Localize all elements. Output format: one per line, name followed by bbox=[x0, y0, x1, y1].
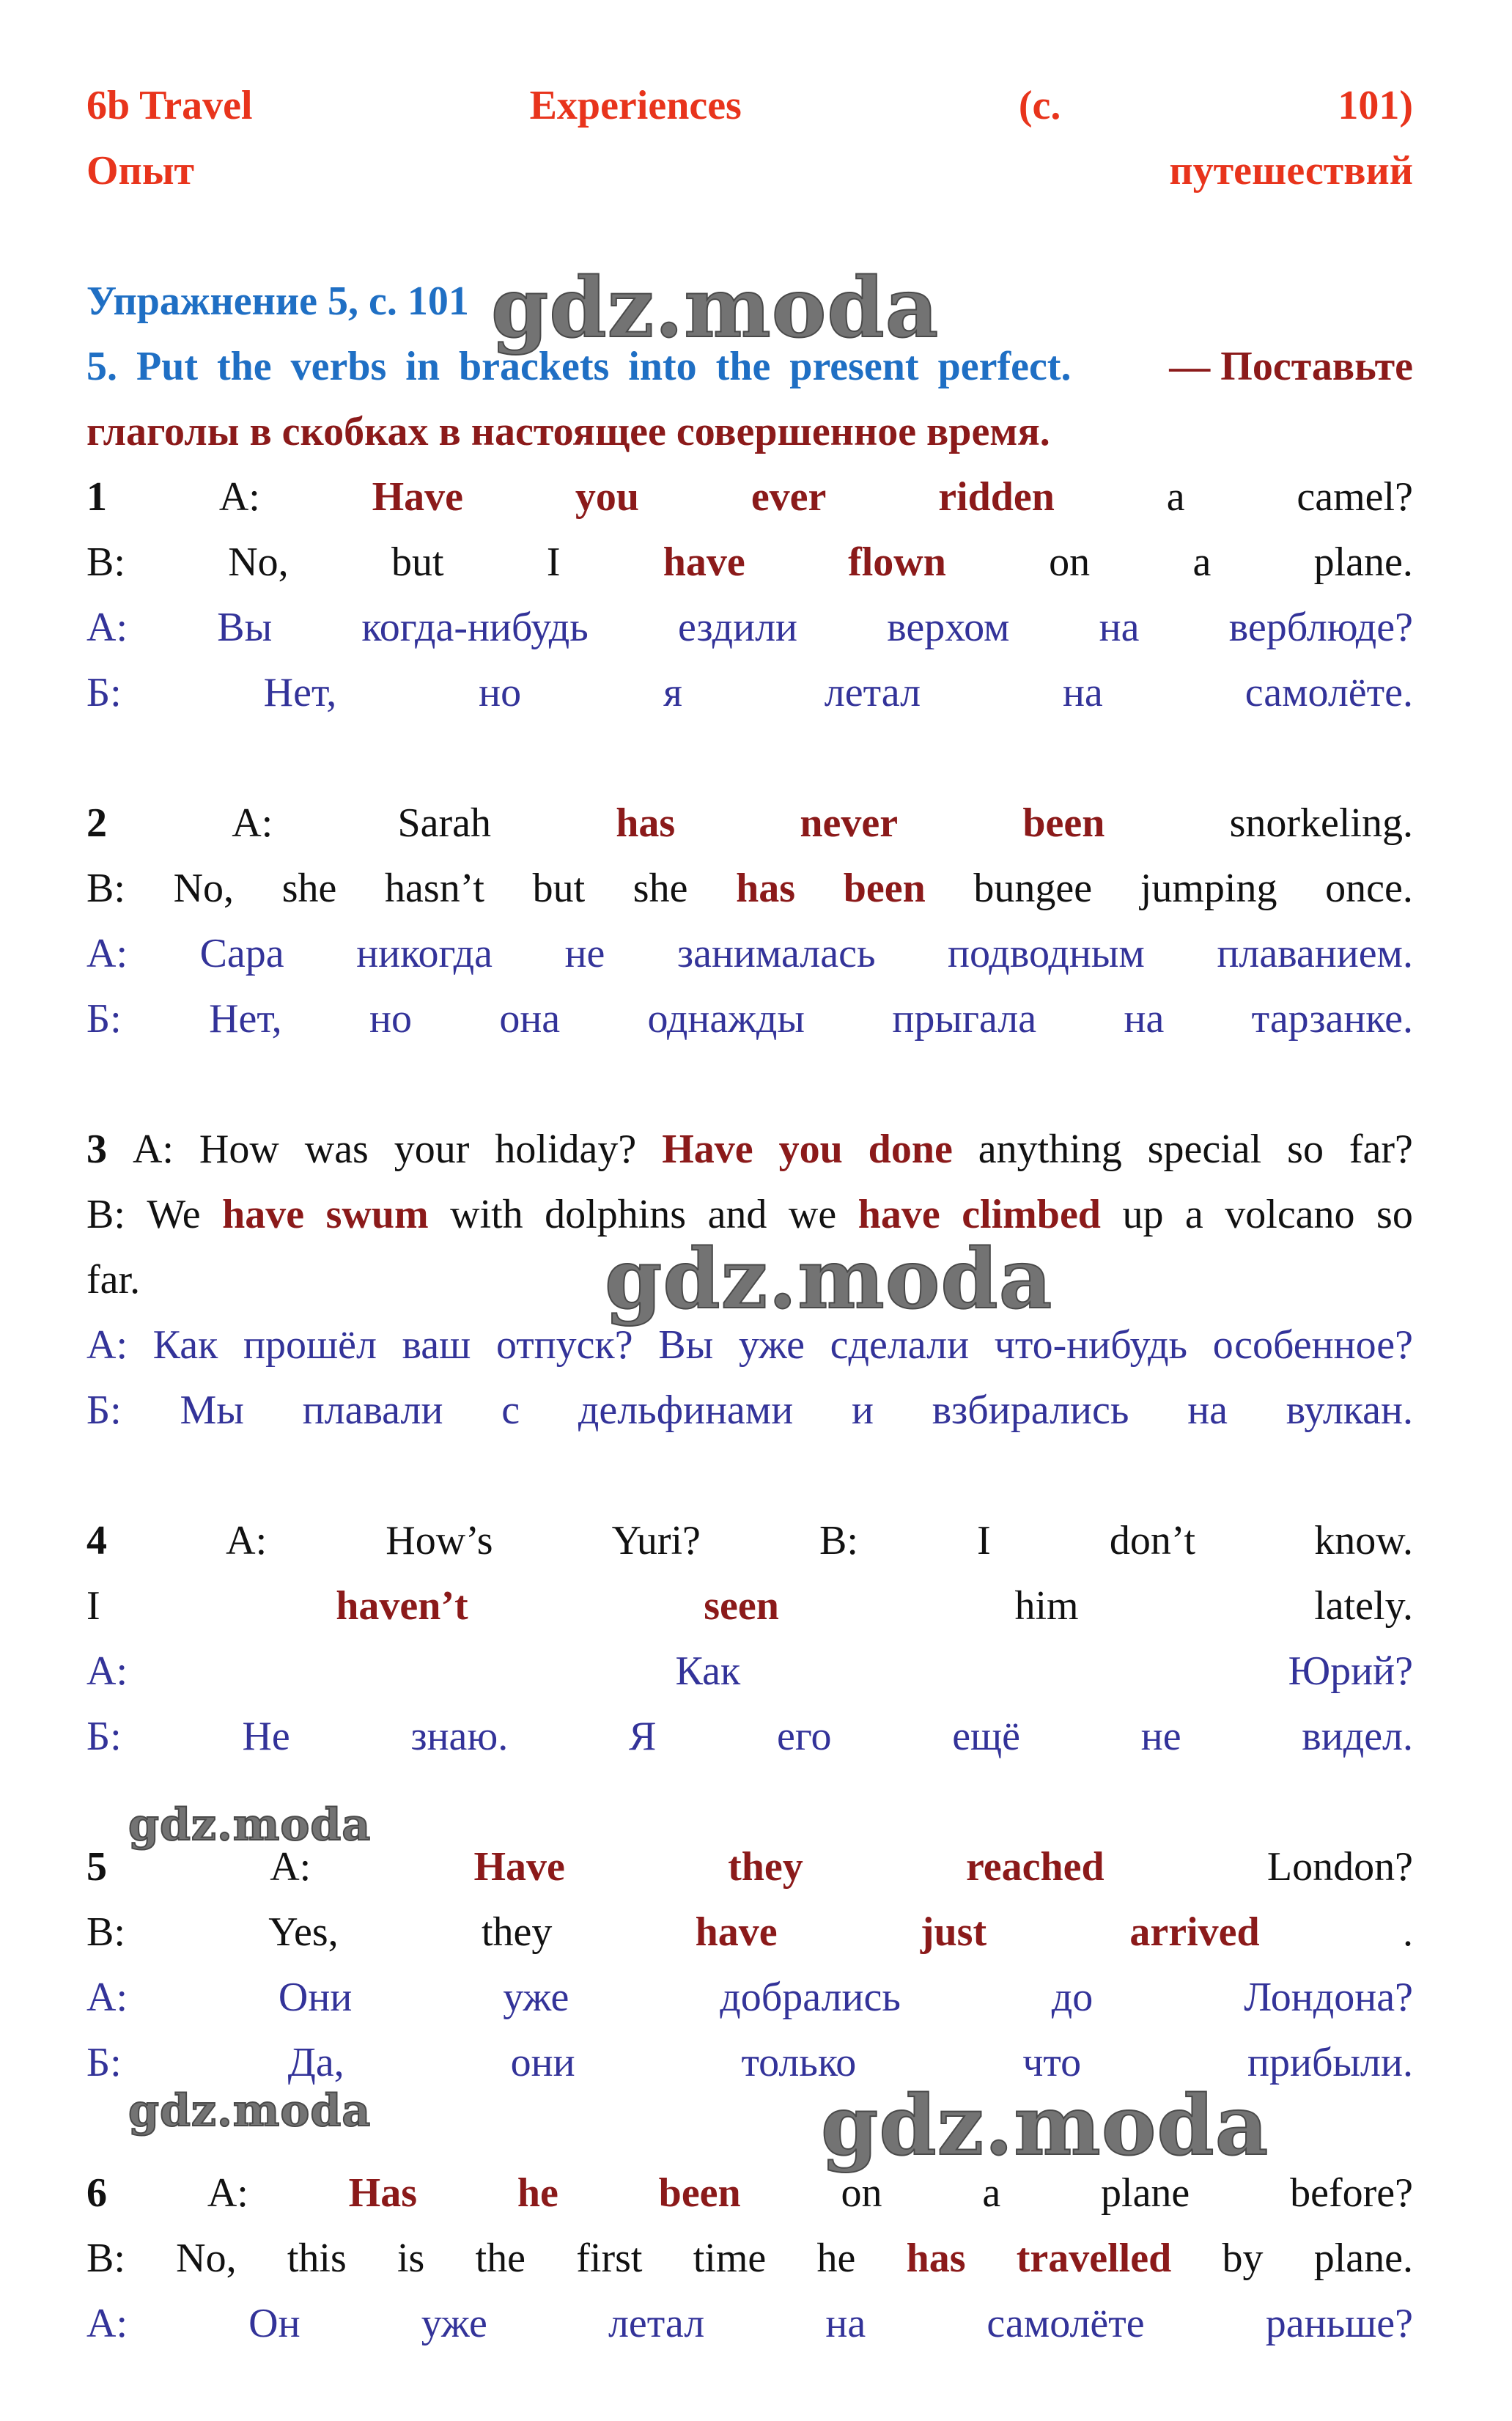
translation-word: видел. bbox=[1302, 1714, 1413, 1759]
translation-word: раньше? bbox=[1265, 2301, 1413, 2346]
translation-word: отпуск? bbox=[495, 1322, 633, 1368]
translation-word: Б: bbox=[86, 996, 122, 1042]
dialogue-word: the bbox=[475, 2236, 526, 2281]
answer-verb: you bbox=[778, 1127, 843, 1172]
dialogue-word: A: bbox=[226, 1518, 268, 1563]
translation-word: не bbox=[564, 931, 605, 976]
dialogue-word: but bbox=[391, 539, 444, 585]
translation-word: на bbox=[825, 2301, 866, 2346]
dialogue-word: so bbox=[1376, 1192, 1413, 1237]
dialogue-word: he bbox=[816, 2236, 856, 2281]
translation-word: Лондона? bbox=[1244, 1975, 1413, 2020]
watermark: gdz.moda bbox=[821, 2078, 1269, 2174]
dialogue-word: they bbox=[481, 1909, 553, 1955]
dialogue-item bbox=[86, 791, 1413, 1052]
dialogue-item bbox=[86, 2161, 1413, 2356]
translation-word: уже bbox=[421, 2301, 487, 2346]
translation-word: Вы bbox=[658, 1322, 714, 1368]
translation-word: я bbox=[663, 670, 682, 715]
task-ru-line2: глаголы в скобках в настоящее совершенное время. bbox=[86, 409, 1050, 454]
dialogue-word: Yes, bbox=[268, 1909, 339, 1955]
dialogue-word: a bbox=[982, 2170, 1001, 2216]
answer-verb: seen bbox=[704, 1583, 779, 1629]
dialogue-word: plane bbox=[1101, 2170, 1190, 2216]
translation-word: занималась bbox=[676, 931, 876, 976]
dialogue-line bbox=[86, 987, 1413, 1052]
answer-verb: have bbox=[695, 1909, 778, 1955]
translation-word: уже bbox=[503, 1975, 569, 2020]
answer-verb: he bbox=[517, 2170, 558, 2216]
translation-word: на bbox=[1099, 605, 1140, 650]
translation-word: однажды bbox=[647, 996, 805, 1042]
dialogue-word: volcano bbox=[1225, 1192, 1355, 1237]
translation-word: Да, bbox=[287, 2040, 344, 2085]
dialogue-word: I bbox=[546, 539, 561, 585]
dialogue-line bbox=[86, 856, 1413, 921]
document-page bbox=[86, 73, 1413, 2356]
translation-word: Они bbox=[278, 1975, 353, 2020]
answer-verb: have bbox=[858, 1192, 940, 1237]
dialogue-word: know. bbox=[1314, 1518, 1413, 1563]
dialogue-word: A: bbox=[232, 800, 273, 846]
translation-word: только bbox=[741, 2040, 857, 2085]
dialogue-word: but bbox=[532, 866, 586, 911]
dialogue-word: a bbox=[1192, 539, 1212, 585]
translation-word: А: bbox=[86, 605, 128, 650]
title-word: 101) bbox=[1338, 83, 1413, 128]
dialogue-word: was bbox=[304, 1127, 369, 1172]
translation-word: прыгала bbox=[892, 996, 1037, 1042]
dialogue-word: dolphins bbox=[545, 1192, 687, 1237]
dialogue-line bbox=[86, 1508, 1413, 1574]
task-line-2 bbox=[86, 399, 1413, 465]
translation-word: Б: bbox=[86, 2040, 122, 2085]
translation-word: и bbox=[851, 1388, 874, 1433]
answer-verb: have bbox=[222, 1192, 305, 1237]
translation-word: летал bbox=[608, 2301, 705, 2346]
answer-verb: has bbox=[906, 2236, 966, 2281]
answer-verb: have bbox=[663, 539, 745, 585]
translation-word: верхом bbox=[887, 605, 1010, 650]
dialogue-word: plane. bbox=[1313, 2236, 1413, 2281]
dialogue-word: How’s bbox=[386, 1518, 493, 1563]
dialogue-line bbox=[86, 1704, 1413, 1769]
translation-word: Я bbox=[628, 1714, 657, 1759]
dialogue-word: so bbox=[1287, 1127, 1324, 1172]
translation-word: до bbox=[1051, 1975, 1094, 2020]
answer-verb: reached bbox=[965, 1844, 1105, 1890]
dialogue-word: 5 bbox=[86, 1844, 107, 1890]
translation-word: на bbox=[1124, 996, 1165, 1042]
dialogue-word: and bbox=[707, 1192, 767, 1237]
dialogue-word: bungee bbox=[973, 866, 1093, 911]
translation-word: А: bbox=[86, 1322, 128, 1368]
dialogue-line bbox=[86, 1965, 1413, 2030]
translation-word: ваш bbox=[402, 1322, 471, 1368]
answer-verb: flown bbox=[848, 539, 946, 585]
translation-word: что bbox=[1022, 2040, 1082, 2085]
dialogue-word: No, bbox=[228, 539, 289, 585]
title-word: Experiences bbox=[529, 83, 742, 128]
translation-word: на bbox=[1187, 1388, 1228, 1433]
dialogue-word: A: bbox=[218, 474, 260, 520]
dialogue-list bbox=[86, 465, 1413, 2356]
translation-word: с bbox=[501, 1388, 520, 1433]
dialogue-word: she bbox=[281, 866, 337, 911]
dialogue-word: camel? bbox=[1297, 474, 1413, 520]
watermark: gdz.moda bbox=[491, 260, 940, 356]
title-word: Опыт bbox=[86, 148, 195, 194]
answer-verb: swum bbox=[325, 1192, 429, 1237]
dialogue-word: with bbox=[450, 1192, 523, 1237]
translation-word: Мы bbox=[180, 1388, 244, 1433]
translation-word: уже bbox=[738, 1322, 805, 1368]
dialogue-word: is bbox=[397, 2236, 425, 2281]
translation-word: никогда bbox=[356, 931, 493, 976]
translation-word: Б: bbox=[86, 1714, 122, 1759]
dialogue-word: London? bbox=[1266, 1844, 1413, 1890]
translation-word: А: bbox=[86, 2301, 128, 2346]
dialogue-line bbox=[86, 1639, 1413, 1704]
translation-word: Нет, bbox=[209, 996, 282, 1042]
title-word: путешествий bbox=[1169, 148, 1413, 194]
task-ru-part1: — Поставьте bbox=[1169, 344, 1413, 389]
dialogue-word: your bbox=[394, 1127, 470, 1172]
dialogue-word: snorkeling. bbox=[1229, 800, 1413, 846]
dialogue-line bbox=[86, 530, 1413, 595]
dialogue-line bbox=[86, 660, 1413, 726]
translation-word: прошёл bbox=[243, 1322, 377, 1368]
dialogue-word: on bbox=[841, 2170, 882, 2216]
dialogue-line bbox=[86, 1378, 1413, 1443]
dialogue-word: No, bbox=[176, 2236, 237, 2281]
translation-word: ездили bbox=[677, 605, 798, 650]
title-word: 6b Travel bbox=[86, 83, 253, 128]
translation-word: дельфинами bbox=[578, 1388, 794, 1433]
translation-word: прибыли. bbox=[1247, 2040, 1413, 2085]
translation-word: Он bbox=[248, 2301, 300, 2346]
watermark: gdz.moda bbox=[605, 1231, 1053, 1327]
dialogue-item bbox=[86, 465, 1413, 726]
dialogue-word: lately. bbox=[1314, 1583, 1413, 1629]
title-word: (с. bbox=[1018, 83, 1061, 128]
translation-word: но bbox=[479, 670, 522, 715]
translation-word: добрались bbox=[720, 1975, 901, 2020]
translation-word: А: bbox=[86, 931, 128, 976]
translation-word: Как bbox=[152, 1322, 218, 1368]
dialogue-line bbox=[86, 465, 1413, 530]
exercise-label: Упражнение 5, с. 101 bbox=[86, 279, 469, 324]
dialogue-word: special bbox=[1147, 1127, 1262, 1172]
dialogue-word: on bbox=[1049, 539, 1091, 585]
answer-verb: climbed bbox=[962, 1192, 1101, 1237]
dialogue-word: far. bbox=[86, 1257, 141, 1302]
translation-word: самолёте. bbox=[1244, 670, 1413, 715]
translation-word: но bbox=[369, 996, 412, 1042]
dialogue-item bbox=[86, 1508, 1413, 1769]
task-en: 5. Put the verbs in brackets into the present perfect. bbox=[86, 344, 1072, 389]
dialogue-word: 3 bbox=[86, 1127, 107, 1172]
translation-word: Как bbox=[675, 1648, 741, 1694]
translation-word: Не bbox=[242, 1714, 290, 1759]
dialogue-line bbox=[86, 595, 1413, 660]
answer-verb: travelled bbox=[1016, 2236, 1172, 2281]
answer-verb: been bbox=[1022, 800, 1105, 846]
translation-word: его bbox=[777, 1714, 832, 1759]
dialogue-word: . bbox=[1402, 1909, 1413, 1955]
translation-word: сделали bbox=[830, 1322, 970, 1368]
translation-word: когда-нибудь bbox=[361, 605, 589, 650]
dialogue-item bbox=[86, 1835, 1413, 2096]
dialogue-word: anything bbox=[978, 1127, 1122, 1172]
translation-word: не bbox=[1140, 1714, 1181, 1759]
answer-verb: Have bbox=[662, 1127, 753, 1172]
translation-word: самолёте bbox=[987, 2301, 1145, 2346]
answer-verb: you bbox=[575, 474, 640, 520]
dialogue-word: far? bbox=[1349, 1127, 1413, 1172]
dialogue-word: B: bbox=[86, 539, 125, 585]
translation-word: Вы bbox=[217, 605, 273, 650]
translation-word: Б: bbox=[86, 1388, 122, 1433]
dialogue-word: B: bbox=[86, 2236, 125, 2281]
translation-word: Сара bbox=[199, 931, 284, 976]
watermark: gdz.moda bbox=[128, 2085, 372, 2137]
dialogue-word: by bbox=[1222, 2236, 1264, 2281]
answer-verb: done bbox=[868, 1127, 953, 1172]
answer-verb: ridden bbox=[938, 474, 1055, 520]
dialogue-word: first bbox=[576, 2236, 643, 2281]
translation-word: летал bbox=[824, 670, 921, 715]
dialogue-line bbox=[86, 2226, 1413, 2291]
translation-word: Юрий? bbox=[1288, 1648, 1413, 1694]
dialogue-word: holiday? bbox=[495, 1127, 637, 1172]
dialogue-line bbox=[86, 2291, 1413, 2356]
translation-word: А: bbox=[86, 1648, 128, 1694]
dialogue-word: she bbox=[633, 866, 688, 911]
answer-verb: has bbox=[736, 866, 796, 911]
translation-word: верблюде? bbox=[1228, 605, 1413, 650]
translation-word: А: bbox=[86, 1975, 128, 2020]
dialogue-word: A: bbox=[270, 1844, 311, 1890]
answer-verb: arrived bbox=[1129, 1909, 1260, 1955]
dialogue-word: a bbox=[1166, 474, 1185, 520]
dialogue-word: Sarah bbox=[397, 800, 491, 846]
dialogue-word: hasn’t bbox=[385, 866, 484, 911]
dialogue-word: Yuri? bbox=[611, 1518, 701, 1563]
translation-word: подводным bbox=[948, 931, 1145, 976]
dialogue-word: up bbox=[1122, 1192, 1164, 1237]
title-line-1 bbox=[86, 73, 1413, 139]
dialogue-word: B: bbox=[86, 1192, 125, 1237]
dialogue-word: before? bbox=[1290, 2170, 1413, 2216]
dialogue-line bbox=[86, 921, 1413, 987]
watermark: gdz.moda bbox=[128, 1799, 372, 1851]
dialogue-word: I bbox=[86, 1583, 100, 1629]
dialogue-word: this bbox=[287, 2236, 347, 2281]
translation-word: тарзанке. bbox=[1251, 996, 1413, 1042]
answer-verb: Have bbox=[372, 474, 464, 520]
dialogue-word: B: bbox=[86, 1909, 125, 1955]
translation-word: плаванием. bbox=[1217, 931, 1413, 976]
dialogue-line bbox=[86, 1117, 1413, 1182]
translation-word: Нет, bbox=[263, 670, 337, 715]
translation-word: на bbox=[1062, 670, 1103, 715]
answer-verb: Have bbox=[473, 1844, 565, 1890]
title-line-2 bbox=[86, 139, 1413, 204]
answer-verb: has bbox=[616, 800, 676, 846]
translation-word: вулкан. bbox=[1286, 1388, 1413, 1433]
dialogue-word: A: bbox=[132, 1127, 174, 1172]
dialogue-word: 6 bbox=[86, 2170, 107, 2216]
dialogue-word: 2 bbox=[86, 800, 107, 846]
dialogue-line bbox=[86, 1900, 1413, 1965]
dialogue-word: once. bbox=[1325, 866, 1413, 911]
dialogue-word: No, bbox=[173, 866, 235, 911]
answer-verb: been bbox=[843, 866, 926, 911]
answer-verb: ever bbox=[751, 474, 827, 520]
translation-word: ещё bbox=[952, 1714, 1021, 1759]
answer-verb: they bbox=[728, 1844, 803, 1890]
translation-word: особенное? bbox=[1212, 1322, 1413, 1368]
translation-word: они bbox=[510, 2040, 575, 2085]
dialogue-word: him bbox=[1014, 1583, 1079, 1629]
answer-verb: haven’t bbox=[336, 1583, 468, 1629]
answer-verb: been bbox=[658, 2170, 741, 2216]
dialogue-word: a bbox=[1184, 1192, 1203, 1237]
dialogue-word: We bbox=[147, 1192, 201, 1237]
dialogue-word: I bbox=[977, 1518, 991, 1563]
dialogue-word: 1 bbox=[86, 474, 107, 520]
dialogue-word: jumping bbox=[1140, 866, 1277, 911]
dialogue-word: plane. bbox=[1313, 539, 1413, 585]
dialogue-word: 4 bbox=[86, 1518, 107, 1563]
translation-word: она bbox=[499, 996, 561, 1042]
dialogue-line bbox=[86, 791, 1413, 856]
answer-verb: just bbox=[920, 1909, 987, 1955]
dialogue-word: B: bbox=[819, 1518, 858, 1563]
dialogue-word: B: bbox=[86, 866, 125, 911]
dialogue-word: don’t bbox=[1109, 1518, 1196, 1563]
dialogue-word: we bbox=[788, 1192, 837, 1237]
answer-verb: never bbox=[800, 800, 899, 846]
translation-word: знаю. bbox=[410, 1714, 509, 1759]
dialogue-word: A: bbox=[207, 2170, 248, 2216]
dialogue-word: How bbox=[199, 1127, 279, 1172]
translation-word: Б: bbox=[86, 670, 122, 715]
answer-verb: Has bbox=[348, 2170, 418, 2216]
translation-word: плавали bbox=[302, 1388, 443, 1433]
dialogue-word: time bbox=[693, 2236, 767, 2281]
translation-word: что-нибудь bbox=[994, 1322, 1188, 1368]
dialogue-line bbox=[86, 1574, 1413, 1639]
translation-word: взбирались bbox=[932, 1388, 1129, 1433]
